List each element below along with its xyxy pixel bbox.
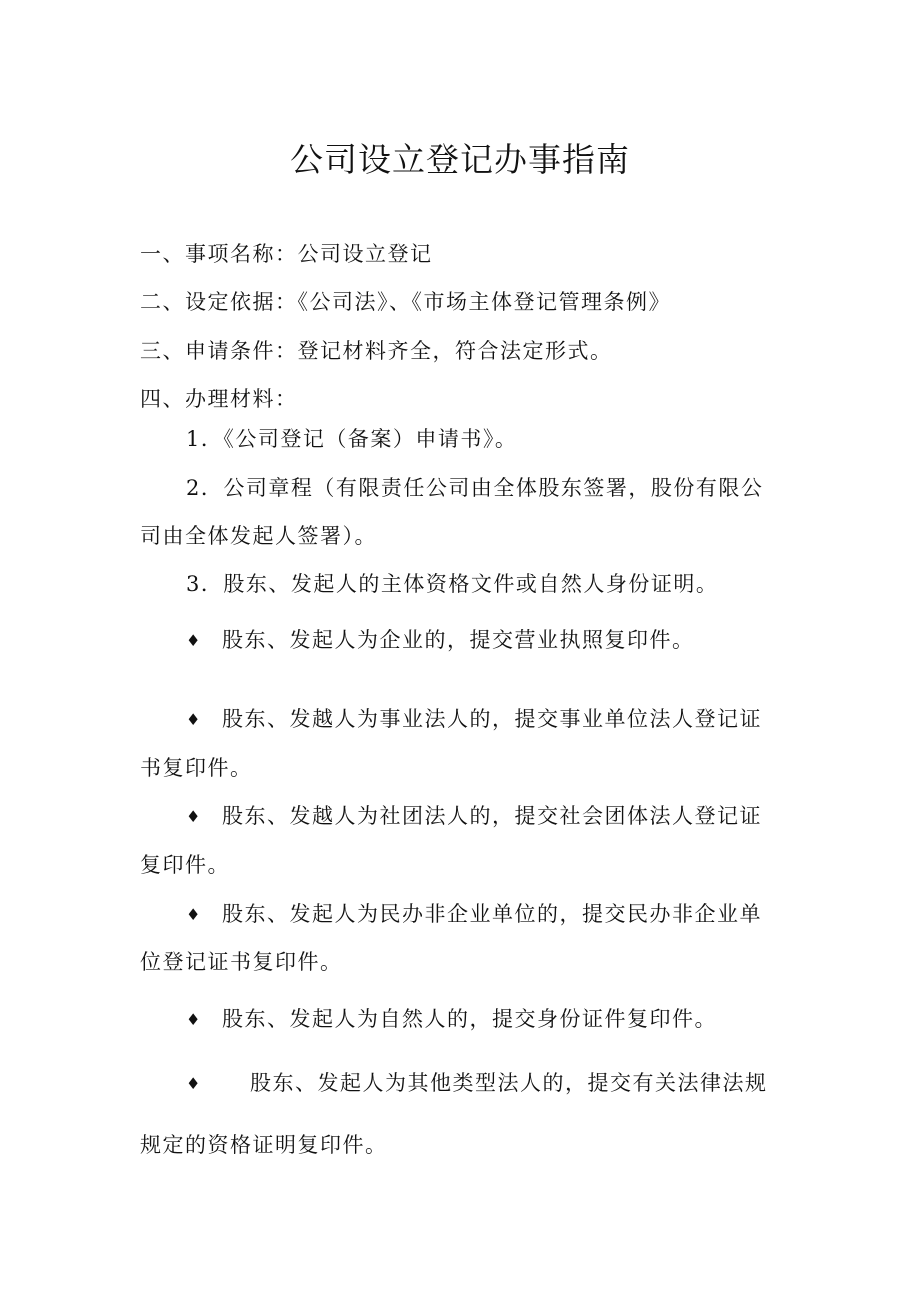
bullet-text: 股东、发起人为其他类型法人的，提交有关法律法规 xyxy=(250,1071,768,1095)
bullet-item-private-non-enterprise-continuation: 位登记证书复印件。 xyxy=(140,950,343,974)
section-materials-heading: 四、办理材料： xyxy=(140,387,298,411)
section-basis: 二、设定依据：《公司法》、《市场主体登记管理条例》 xyxy=(140,290,671,314)
bullet-item-public-institution xyxy=(186,705,762,734)
material-item-3: 3．股东、发起人的主体资格文件或自然人身份证明。 xyxy=(186,572,719,596)
bullet-text: 股东、发越人为事业法人的，提交事业单位法人登记证 xyxy=(222,707,762,731)
diamond-bullet-icon: ♦ xyxy=(186,905,201,924)
diamond-bullet-icon: ♦ xyxy=(186,1074,201,1093)
diamond-bullet-icon: ♦ xyxy=(186,1010,201,1029)
bullet-item-social-organization-continuation: 复印件。 xyxy=(140,853,230,877)
material-item-2-line-2: 司由全体发起人签署）。 xyxy=(140,524,377,548)
bullet-item-private-non-enterprise xyxy=(186,900,762,929)
section-conditions: 三、申请条件：登记材料齐全，符合法定形式。 xyxy=(140,339,613,363)
bullet-item-natural-person xyxy=(186,1005,717,1034)
bullet-text: 股东、发起人为民办非企业单位的，提交民办非企业单 xyxy=(222,902,762,926)
diamond-bullet-icon: ♦ xyxy=(186,807,201,826)
bullet-item-other-legal-person-continuation: 规定的资格证明复印件。 xyxy=(140,1133,388,1157)
bullet-text: 股东、发越人为社团法人的，提交社会团体法人登记证 xyxy=(222,804,762,828)
section-item-name: 一、事项名称：公司设立登记 xyxy=(140,242,433,266)
diamond-bullet-icon: ♦ xyxy=(186,710,201,729)
material-item-2-line-1: 2．公司章程（有限责任公司由全体股东签署，股份有限公 xyxy=(186,476,764,500)
bullet-item-public-institution-continuation: 书复印件。 xyxy=(140,756,253,780)
document-title: 公司设立登记办事指南 xyxy=(290,140,630,179)
diamond-bullet-icon: ♦ xyxy=(186,631,201,650)
bullet-item-social-organization xyxy=(186,802,762,831)
material-item-1: 1．《公司登记（备案）申请书》。 xyxy=(186,427,518,451)
bullet-item-enterprise xyxy=(186,626,695,655)
bullet-text: 股东、发起人为企业的，提交营业执照复印件。 xyxy=(222,628,695,652)
bullet-item-other-legal-person xyxy=(186,1069,768,1098)
bullet-text: 股东、发起人为自然人的，提交身份证件复印件。 xyxy=(222,1007,717,1031)
